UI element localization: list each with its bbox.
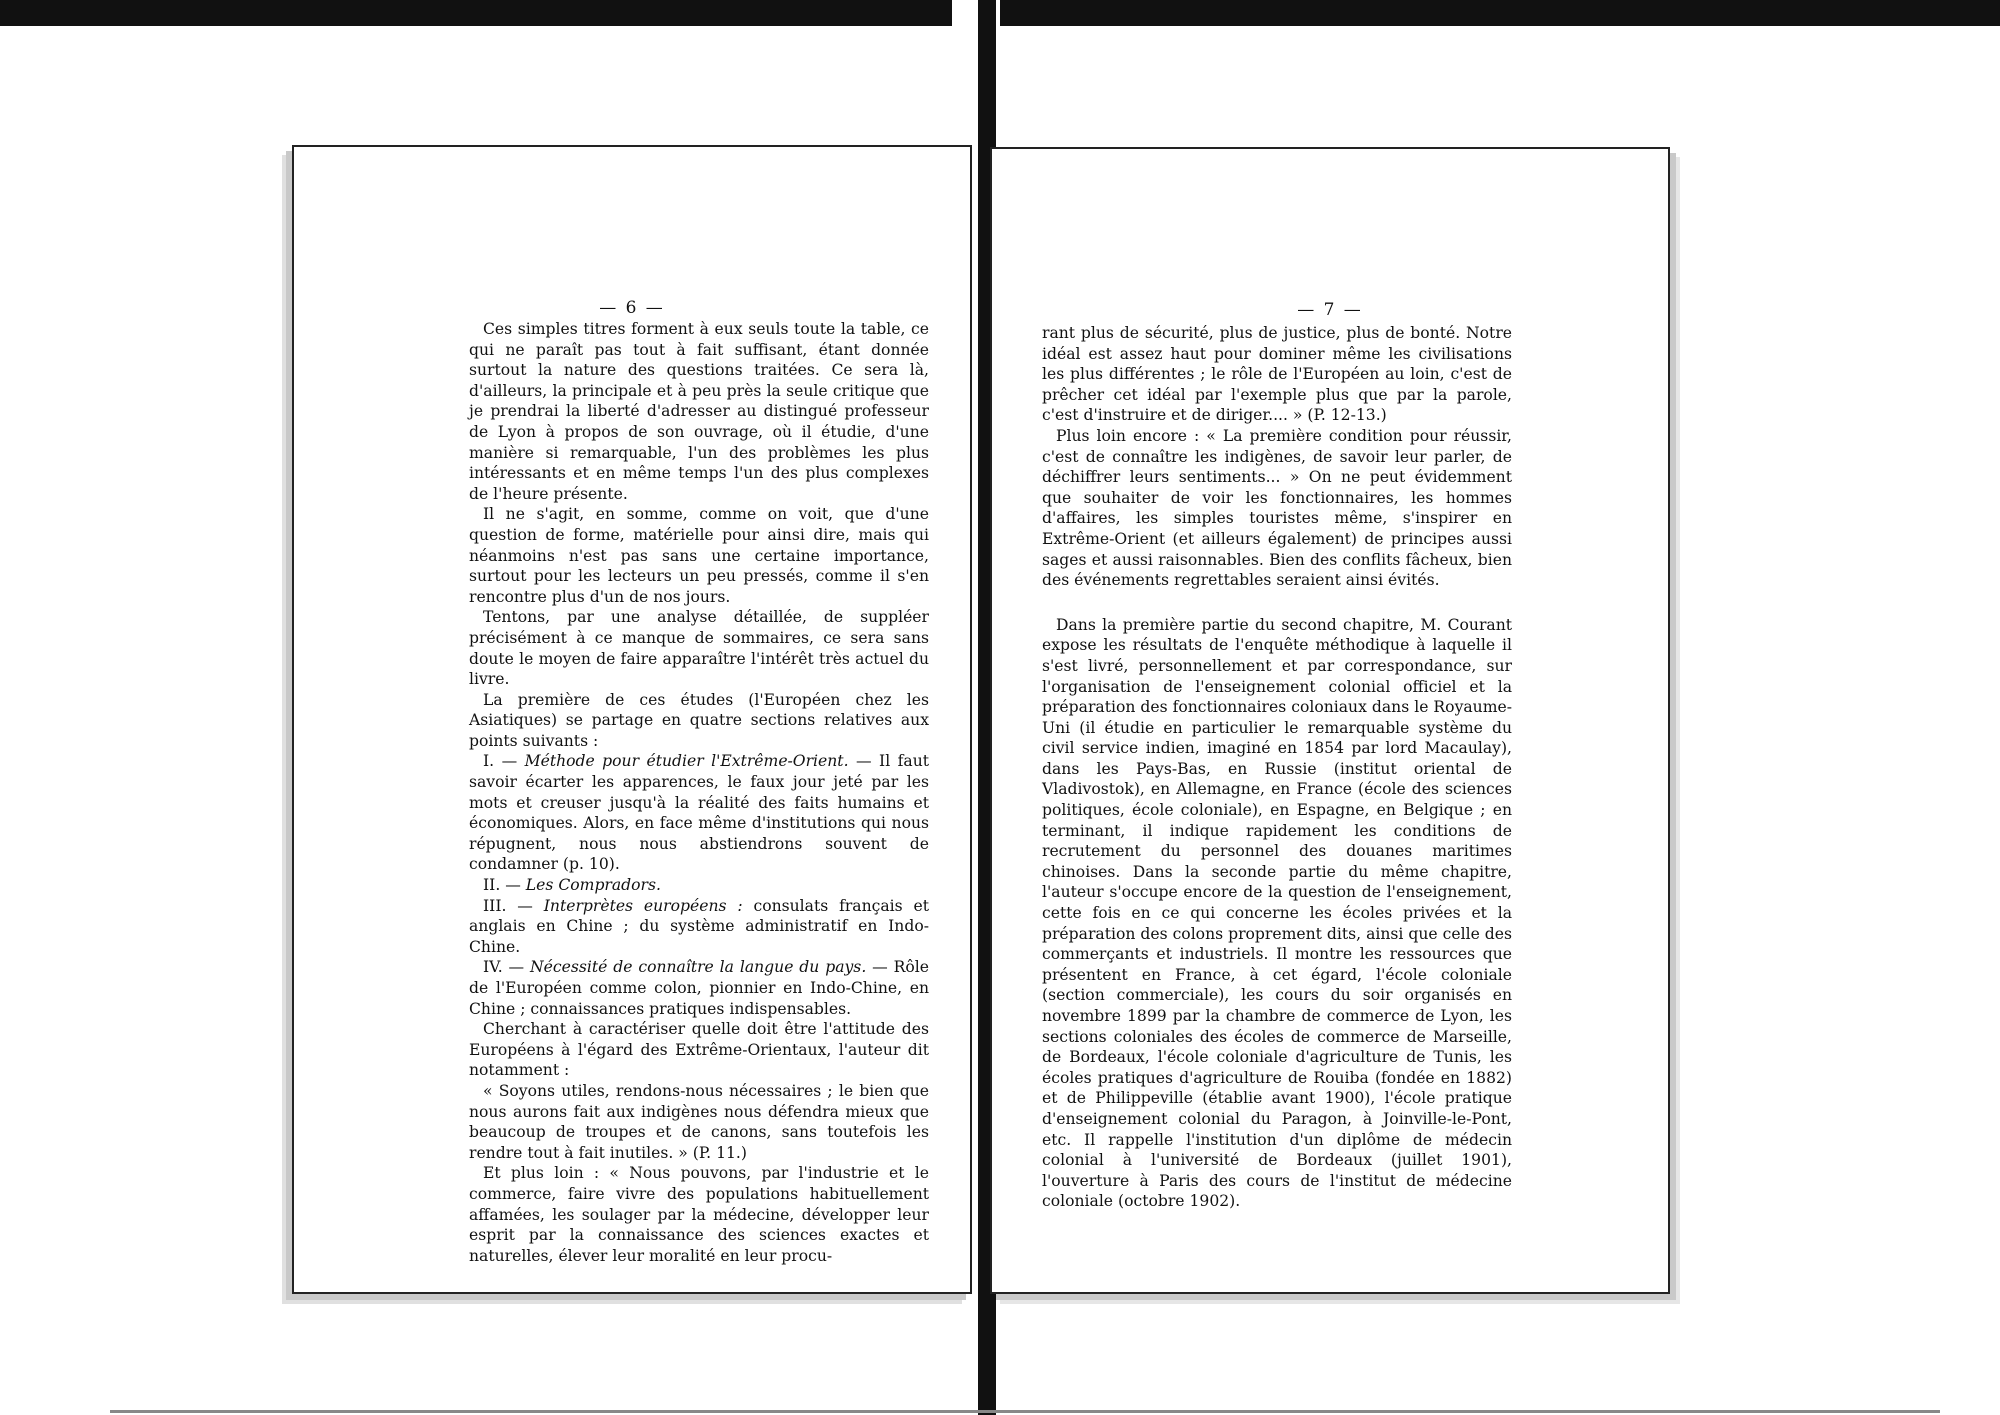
right-page	[990, 147, 1670, 1294]
section-item	[469, 957, 929, 1019]
section-title: Méthode pour étudier l'Extrême-Orient.	[524, 752, 849, 771]
scan-bottom-rule	[110, 1410, 1940, 1413]
paragraph: Dans la première partie du second chapitre, M. Courant expose les résultats de l'enquête méthodique à laquelle il s'est livré, personnellement et par correspondance, sur l'organisation de l'enseignement colonial officiel et la préparation des fonctionnaires coloniaux dans le Royaume-Uni (il étudie en particulier le remarquable système du civil service indien, imaginé en 1854 par lord Macaulay), dans les Pays-Bas, en Russie (institut oriental de Vladivostok), en Allemagne, en France (école des sciences politiques, école coloniale), en Espagne, en Belgique ; en terminant, il indique rapidement les conditions de recrutement du personnel des douanes maritimes chinoises. Dans la seconde partie du même chapitre, l'auteur s'occupe encore de la question de l'enseignement, cette fois en ce qui concerne les écoles privées et la préparation des colons proprement dits, ainsi que celle des commerçants et industriels. Il montre les ressources que présentent en France, à cet égard, l'école coloniale (section commerciale), les cours du soir organisés en novembre 1899 par la chambre de commerce de Lyon, les sections coloniales des écoles de commerce de Marseille, de Bordeaux, l'école coloniale d'agriculture de Tunis, les écoles pratiques d'agriculture de Rouiba (fondée en 1882) et de Philippeville (établie avant 1900), l'école pratique d'enseignement colonial du Paragon, à Joinville-le-Pont, etc. Il rappelle l'institution d'un diplôme de médecin colonial à l'université de Bordeaux (juillet 1901), l'ouverture à Paris des cours de l'institut de médecine coloniale (octobre 1902).	[1042, 615, 1512, 1211]
section-item	[469, 751, 929, 875]
section-title: Les Compradors.	[525, 876, 661, 895]
quotation: « Soyons utiles, rendons-nous nécessaires ; le bien que nous aurons fait aux indigènes nous défendra mieux que beaucoup de troupes et de canons, sans toutefois les rendre tout à fait inutiles. » (P. 11.)	[469, 1081, 929, 1162]
paragraph: Il ne s'agit, en somme, comme on voit, que d'une question de forme, matérielle pour ainsi dire, mais qui néanmoins n'est pas sans une certaine importance, surtout pour les lecteurs un peu pressés, comme il s'en rencontre plus d'un de nos jours.	[469, 505, 929, 606]
paragraph: Et plus loin : « Nous pouvons, par l'industrie et le commerce, faire vivre des populations habituellement affamées, les soulager par la médecine, développer leur esprit par la connaissance des sciences exactes et naturelles, élever leur moralité en leur procu-	[469, 1164, 929, 1265]
section-title: Interprètes européens :	[543, 896, 743, 915]
paragraph: Ces simples titres forment à eux seuls toute la table, ce qui ne paraît pas tout à fait suffisant, étant donnée surtout la nature des questions traitées. Ce sera là, d'ailleurs, la principale et à peu près la seule critique que je prendrai la liberté d'adresser au distingué professeur de Lyon à propos de son ouvrage, où il étudie, d'une manière si remarquable, l'un des problèmes les plus intéressants et en même temps l'un des plus complexes de l'heure présente.	[469, 320, 929, 503]
section-item	[469, 896, 929, 958]
paragraph: rant plus de sécurité, plus de justice, plus de bonté. Notre idéal est assez haut pour dominer même les civilisations les plus différentes ; le rôle de l'Européen au loin, c'est de prêcher cet idéal par l'exemple plus que par la parole, c'est d'instruire et de diriger.... » (P. 12-13.)	[1042, 324, 1512, 425]
scan-border-top-left	[0, 0, 952, 26]
paragraph: La première de ces études (l'Européen chez les Asiatiques) se partage en quatre sections relatives aux points suivants :	[469, 690, 929, 750]
section-number: III. —	[483, 896, 533, 915]
paragraph: Tentons, par une analyse détaillée, de suppléer précisément à ce manque de sommaires, ce sera sans doute le moyen de faire apparaître l'intérêt très actuel du livre.	[469, 608, 929, 689]
section-gap	[1042, 591, 1512, 615]
paragraph: Cherchant à caractériser quelle doit être l'attitude des Européens à l'égard des Extrême-Orientaux, l'auteur dit notamment :	[469, 1020, 929, 1080]
paragraph: Plus loin encore : « La première condition pour réussir, c'est de connaître les indigènes, de savoir leur parler, de déchiffrer leurs sentiments... » On ne peut évidemment que souhaiter de voir les fonctionnaires, les hommes d'affaires, les simples touristes même, s'inspirer en Extrême-Orient (et ailleurs également) de principes aussi sages et aussi raisonnables. Bien des conflits fâcheux, bien des événements regrettables seraient ainsi évités.	[1042, 426, 1512, 590]
section-number: II. —	[483, 876, 521, 895]
section-number: IV. —	[483, 958, 525, 977]
section-item	[469, 875, 929, 896]
right-page-text	[1042, 323, 1512, 1212]
section-text: — Il faut savoir écarter les apparences, le faux jour jeté par les mots et creuser jusqu'à la réalité des faits humains et économiques. Alors, en face même d'institutions qui nous répugnent, nous nous abstiendrons souvent de condamner (p. 10).	[469, 752, 930, 874]
left-page	[292, 145, 972, 1294]
section-number: I. —	[483, 752, 518, 771]
page-number-left: — 6 —	[599, 298, 665, 318]
left-page-text	[469, 319, 929, 1266]
scan-border-top-right	[1000, 0, 2000, 26]
section-text: consulats français et anglais en Chine ; du système administratif en Indo-Chine.	[469, 896, 929, 956]
section-title: Nécessité de connaître la langue du pays.	[530, 958, 867, 977]
section-text: — Rôle de l'Européen comme colon, pionnier en Indo-Chine, en Chine ; connaissances pratiques indispensables.	[469, 958, 929, 1018]
page-number-right: — 7 —	[1297, 300, 1363, 320]
